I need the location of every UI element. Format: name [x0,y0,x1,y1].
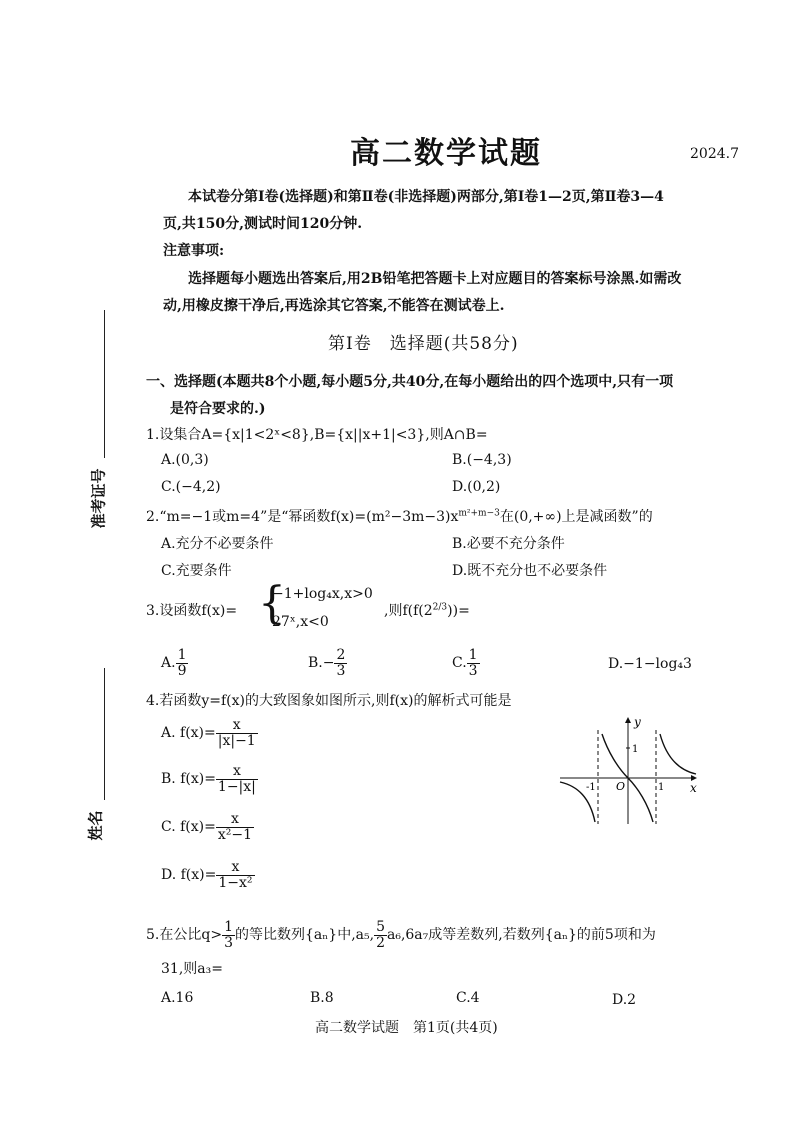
q4-option-c-den: x²−1 [217,826,253,843]
q2-stem-post: 在(0,+∞)上是减函数”的 [499,509,653,525]
q3-option-b-num: 2 [336,647,346,663]
q4-option-d-num: x [216,860,254,876]
q4-option-d [161,860,255,890]
graph-x-label: x [690,781,697,795]
q4-stem: 4.若函数y=f(x)的大致图象如图所示,则f(x)的解析式可能是 [146,693,512,709]
q3-stem-post [384,600,470,620]
page-title: 高二数学试题 [350,136,542,171]
q3-option-b [308,648,347,678]
section-instructions-2: 是符合要求的.) [170,401,266,417]
q4-option-a [161,718,258,748]
q2-option-b: B.必要不充分条件 [452,536,565,552]
q4-option-d-label: D. f(x)= [161,867,217,884]
notice-line-1: 选择题每小题选出答案后,用2B铅笔把答题卡上对应题目的答案标号涂黑.如需改 [188,271,682,287]
q3-option-a [161,648,188,678]
section-title: 第Ⅰ卷 选择题(共58分) [328,334,519,354]
q2-stem [146,506,653,526]
q4-option-b-den: 1−|x| [217,778,256,795]
page-footer: 高二数学试题 第1页(共4页) [315,1020,498,1036]
q1-option-b: B.(−4,3) [452,452,512,468]
q3-option-c [452,648,480,678]
q4-option-a-fraction [216,718,258,748]
exam-date: 2024.7 [690,146,739,162]
q4-option-c [161,812,254,842]
q3-case-2: 27ˣ,x<0 [272,614,329,630]
q3-stem-post-exponent: 2/3 [432,602,448,613]
q3-option-c-label: C. [452,655,467,672]
q3-option-c-den: 3 [468,662,478,679]
notice-line-2: 动,用橡皮擦干净后,再选涂其它答案,不能答在测试卷上. [163,298,505,314]
q4-option-c-fraction [216,812,254,842]
q4-option-b [161,764,258,794]
q3-case-1: −1+log₄x,x>0 [272,586,373,602]
q1-option-a: A.(0,3) [161,452,209,468]
exam-id-label: 准考证号 [89,468,108,529]
q1-stem: 1.设集合A={x|1<2ˣ<8},B={x||x+1|<3},则A∩B= [146,427,488,443]
intro-line-2: 页,共150分,测试时间120分钟. [163,216,363,232]
q4-option-d-fraction [216,860,254,890]
q2-option-a: A.充分不必要条件 [161,536,274,552]
q3-option-c-fraction [467,648,480,678]
q5-stem-line-2: 31,则a₃= [161,961,223,977]
q2-option-d: D.既不充分也不必要条件 [452,563,608,579]
q3-option-a-num: 1 [177,647,187,663]
q3-option-c-num: 1 [468,647,478,663]
q3-option-b-den: 3 [336,662,346,679]
q5-coef-den: 2 [376,934,385,951]
q5-q-num: 1 [224,919,233,935]
intro-line-1: 本试卷分第Ⅰ卷(选择题)和第Ⅱ卷(非选择题)两部分,第Ⅰ卷1—2页,第Ⅱ卷3—4 [188,189,664,205]
name-line [104,668,105,800]
q1-option-c: C.(−4,2) [161,479,221,495]
q4-option-b-num: x [216,764,258,780]
q3-option-a-fraction [176,648,189,678]
exam-id-line [104,310,105,458]
q4-option-c-num: x [216,812,254,828]
q4-option-b-label: B. f(x)= [161,771,216,788]
q3-stem-pre: 3.设函数f(x)= [146,603,238,619]
graph-tick-neg1: -1 [586,782,596,793]
q5-stem-pre: 5.在公比q> [146,927,223,944]
q4-option-c-label: C. f(x)= [161,819,216,836]
q3-brace: { [258,578,286,629]
q4-option-a-label: A. f(x)= [161,725,216,742]
name-label: 姓名 [86,810,105,841]
q4-option-b-fraction [216,764,258,794]
q2-stem-pre: 2.“m=−1或m=4”是“幂函数f(x)=(m²−3m−3)x [146,509,459,525]
q4-option-a-den: |x|−1 [217,732,256,749]
graph-y-label: y [634,715,641,729]
q3-option-b-fraction [334,648,347,678]
q2-stem-exponent: m²+m−3 [458,508,500,519]
q5-coef-num: 5 [376,919,385,935]
q5-coef-fraction [374,920,387,950]
q5-stem-mid: 的等比数列{aₙ}中,a₅, [234,927,375,944]
q5-stem [146,920,656,950]
q4-option-d-den: 1−x² [218,874,253,891]
q4-function-graph [556,712,704,828]
q3-option-a-den: 9 [177,662,187,679]
graph-tick-pos1: 1 [658,782,665,793]
q2-option-c: C.充要条件 [161,563,232,579]
q5-stem-post: a₆,6a₇成等差数列,若数列{aₙ}的前5项和为 [386,927,656,944]
q3-option-b-label: B.− [308,655,335,672]
section-instructions-1: 一、选择题(本题共8个小题,每小题5分,共40分,在每小题给出的四个选项中,只有一项 [146,374,674,390]
q3-stem-post-end: ))= [447,603,470,619]
q5-option-d: D.2 [612,992,637,1008]
notice-label: 注意事项: [163,243,225,259]
q3-option-d: D.−1−log₄3 [608,656,692,672]
q5-q-den: 3 [224,934,233,951]
graph-tick-y1: 1 [632,744,639,755]
q3-option-a-label: A. [161,655,176,672]
q3-stem-post-pre: ,则f(f(2 [384,603,433,619]
q4-option-a-num: x [216,718,258,734]
q5-option-c: C.4 [456,990,480,1006]
curve-right-branch [660,734,696,774]
q5-option-b: B.8 [310,990,334,1006]
graph-origin-label: O [616,780,626,793]
q1-option-d: D.(0,2) [452,479,501,495]
q5-q-fraction [222,920,235,950]
q5-option-a: A.16 [161,990,194,1006]
